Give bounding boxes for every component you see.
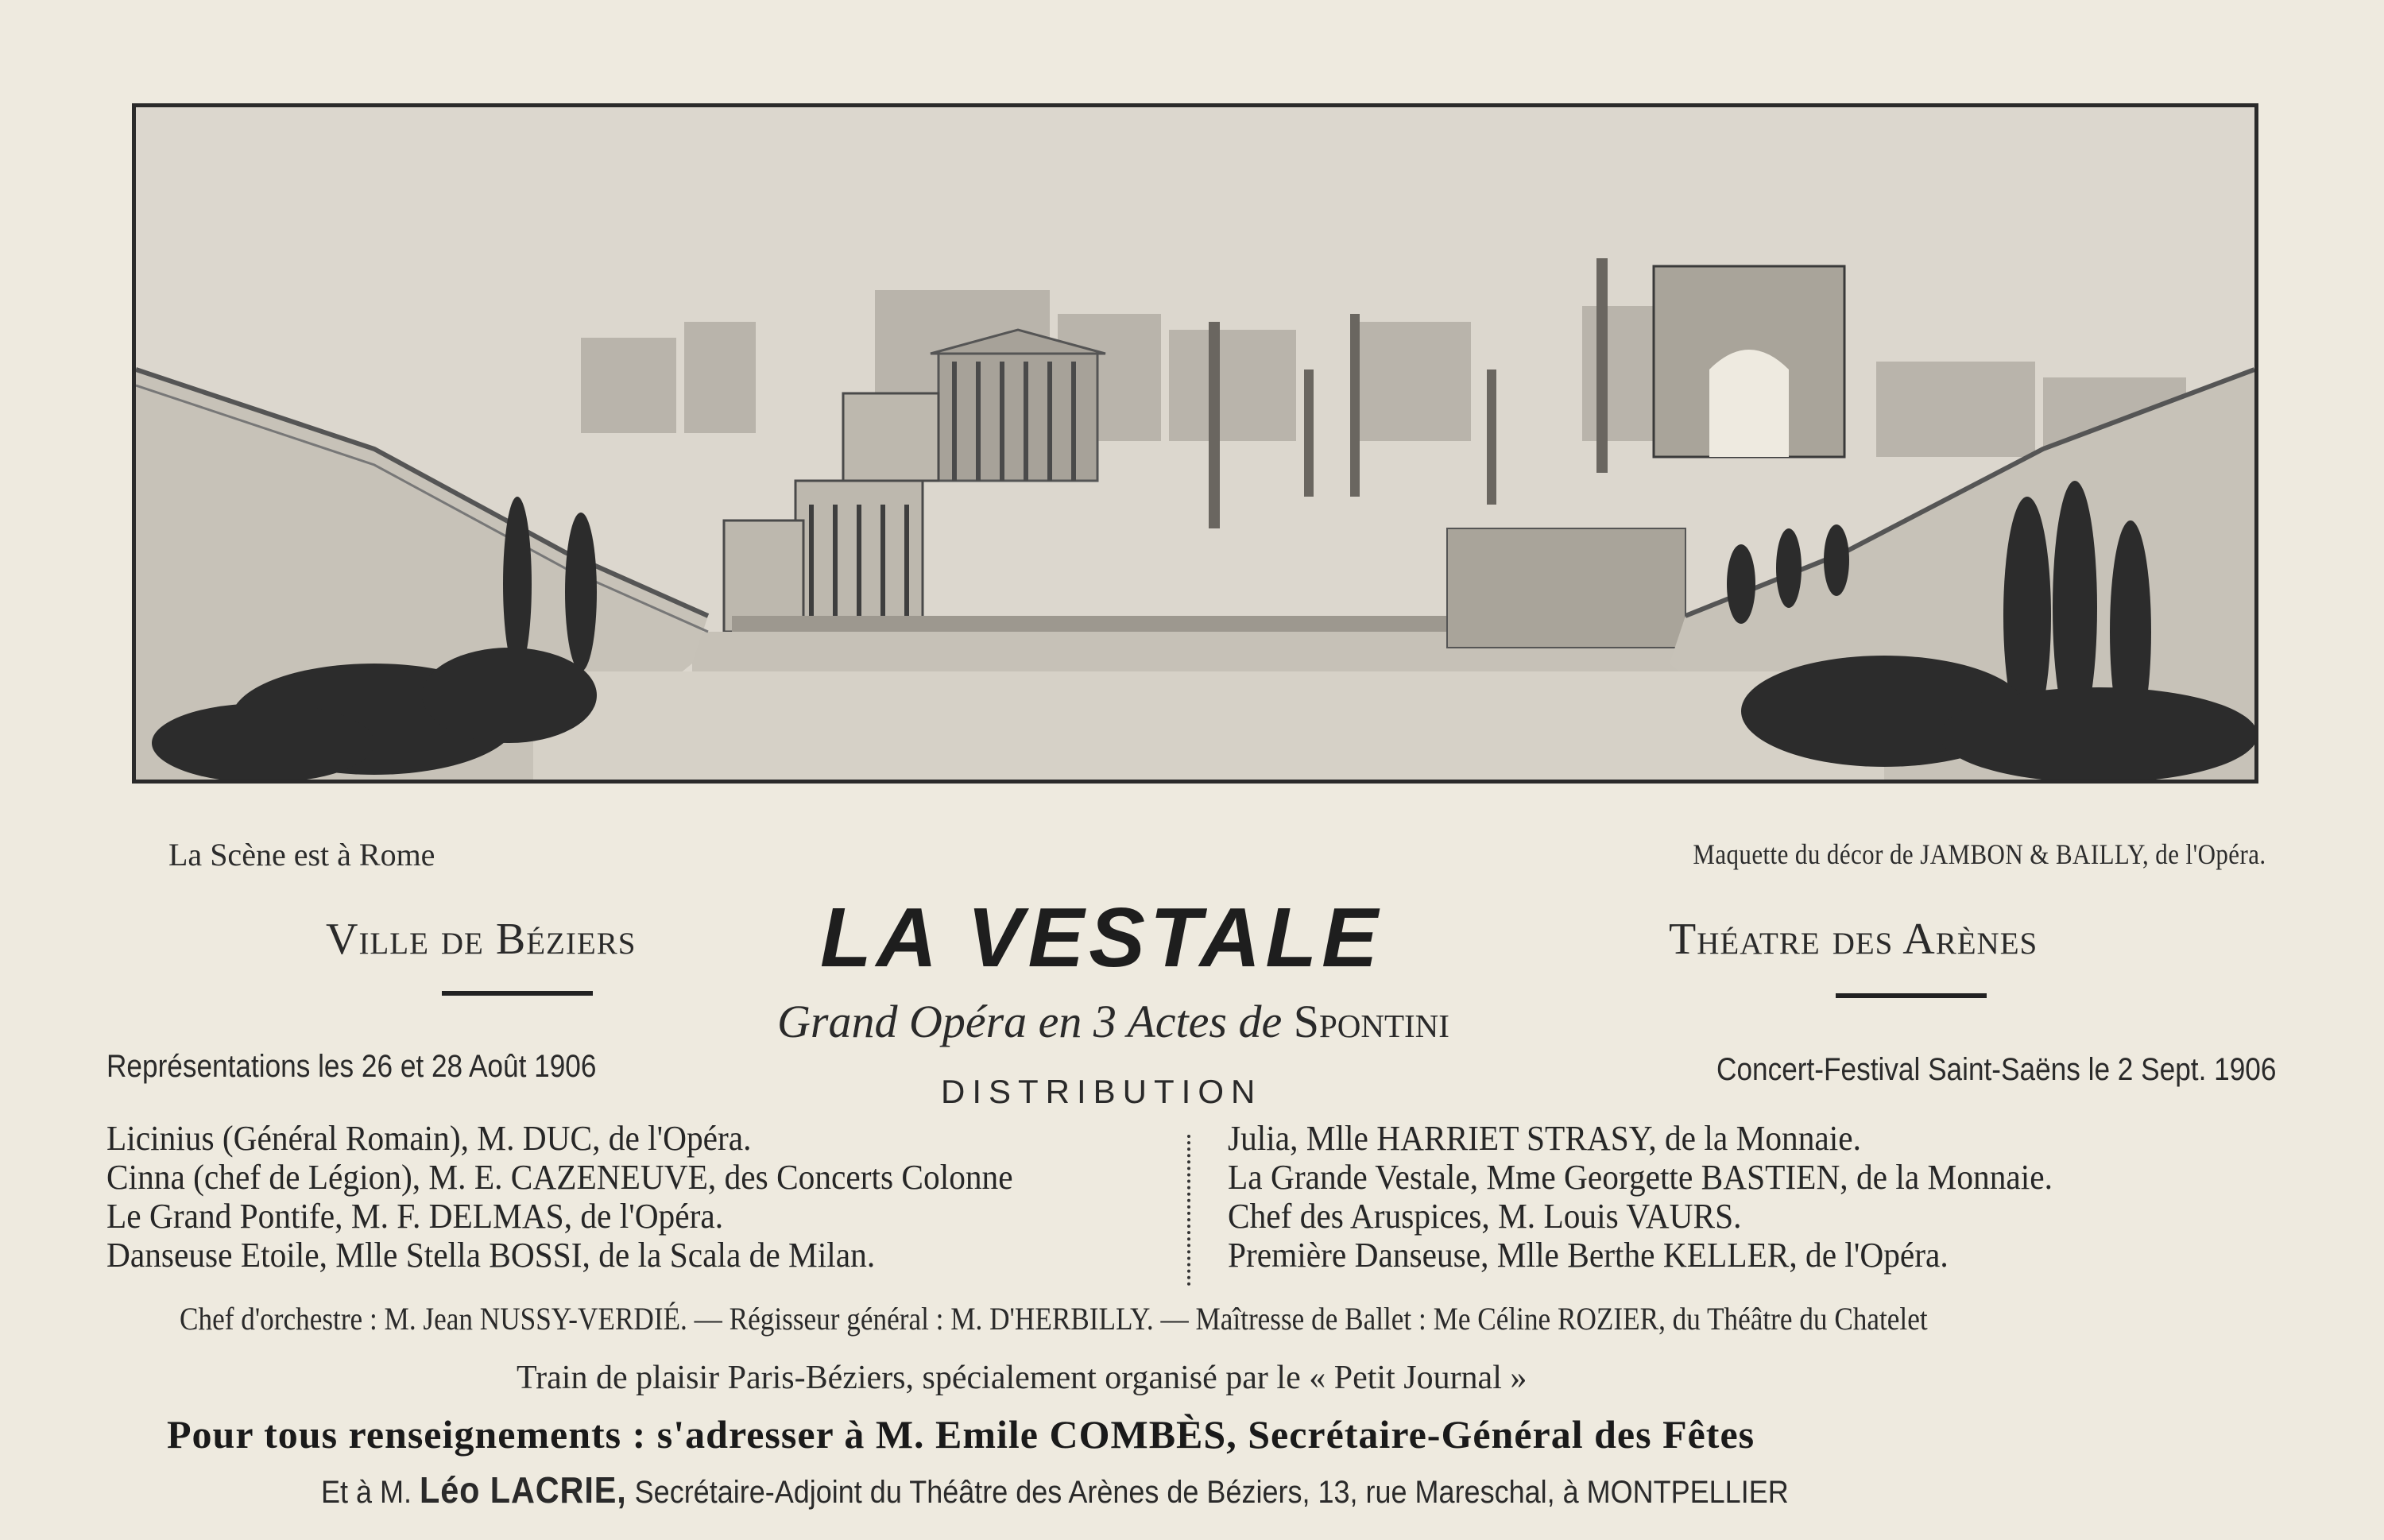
opera-subtitle (777, 995, 1449, 1048)
distribution-heading: DISTRIBUTION (941, 1073, 1263, 1110)
subtitle-text: Grand Opéra en 3 Actes de (777, 996, 1283, 1047)
cast-entry: Chef des Aruspices, M. Louis VAURS. (1228, 1197, 1742, 1236)
production-staff: Chef d'orchestre : M. Jean NUSSY-VERDIÉ. — Régisseur général : M. D'HERBILLY. — Maîtresse de Ballet : Me Céline ROZIER, du Théâtre du Chatelet (180, 1301, 1928, 1337)
left-title-rule (442, 991, 593, 996)
stage-set-illustration (132, 103, 2258, 784)
concert-festival-date: Concert-Festival Saint-Saëns le 2 Sept. 1906 (1716, 1052, 2276, 1087)
footer-address: Secrétaire-Adjoint du Théâtre des Arènes de Béziers, 13, rue Mareschal, à MONTPELLIER (634, 1475, 1789, 1510)
train-notice: Train de plaisir Paris-Béziers, spécialement organisé par le « Petit Journal » (517, 1360, 1527, 1396)
cast-entry: Cinna (chef de Légion), M. E. CAZENEUVE, des Concerts Colonne (106, 1158, 1013, 1197)
footer-name: Léo LACRIE, (420, 1469, 627, 1511)
cast-entry: La Grande Vestale, Mme Georgette BASTIEN, de la Monnaie. (1228, 1158, 2053, 1197)
performance-dates: Représentations les 26 et 28 Août 1906 (106, 1049, 597, 1084)
cast-entry: Le Grand Pontife, M. F. DELMAS, de l'Opéra. (106, 1197, 724, 1236)
theatre-title: Théatre des Arènes (1669, 915, 2038, 964)
right-title-rule (1836, 993, 1987, 998)
footer-prefix: Et à M. (321, 1475, 412, 1510)
cast-list-right (1228, 1119, 2105, 1275)
cast-list-left (106, 1119, 1070, 1275)
footer-contact (321, 1468, 1789, 1511)
opera-title: LA VESTALE (820, 891, 1383, 985)
set-designer-caption: Maquette du décor de JAMBON & BAILLY, de l'Opéra. (1693, 838, 2266, 870)
city-title: Ville de Béziers (326, 915, 637, 964)
cast-divider (1187, 1135, 1190, 1286)
scene-location-caption: La Scène est à Rome (168, 837, 435, 873)
cast-entry: Licinius (Général Romain), M. DUC, de l'Opéra. (106, 1119, 752, 1158)
cast-entry: Danseuse Etoile, Mlle Stella BOSSI, de la Scala de Milan. (106, 1236, 876, 1275)
information-contact: Pour tous renseignements : s'adresser à M. Emile COMBÈS, Secrétaire-Général des Fêtes (167, 1412, 1755, 1457)
rome-scene-drawing (136, 107, 2254, 780)
cast-entry: Julia, Mlle HARRIET STRASY, de la Monnaie. (1228, 1119, 1861, 1158)
cast-entry: Première Danseuse, Mlle Berthe KELLER, de l'Opéra. (1228, 1236, 1949, 1275)
composer-name: Spontini (1293, 996, 1449, 1047)
